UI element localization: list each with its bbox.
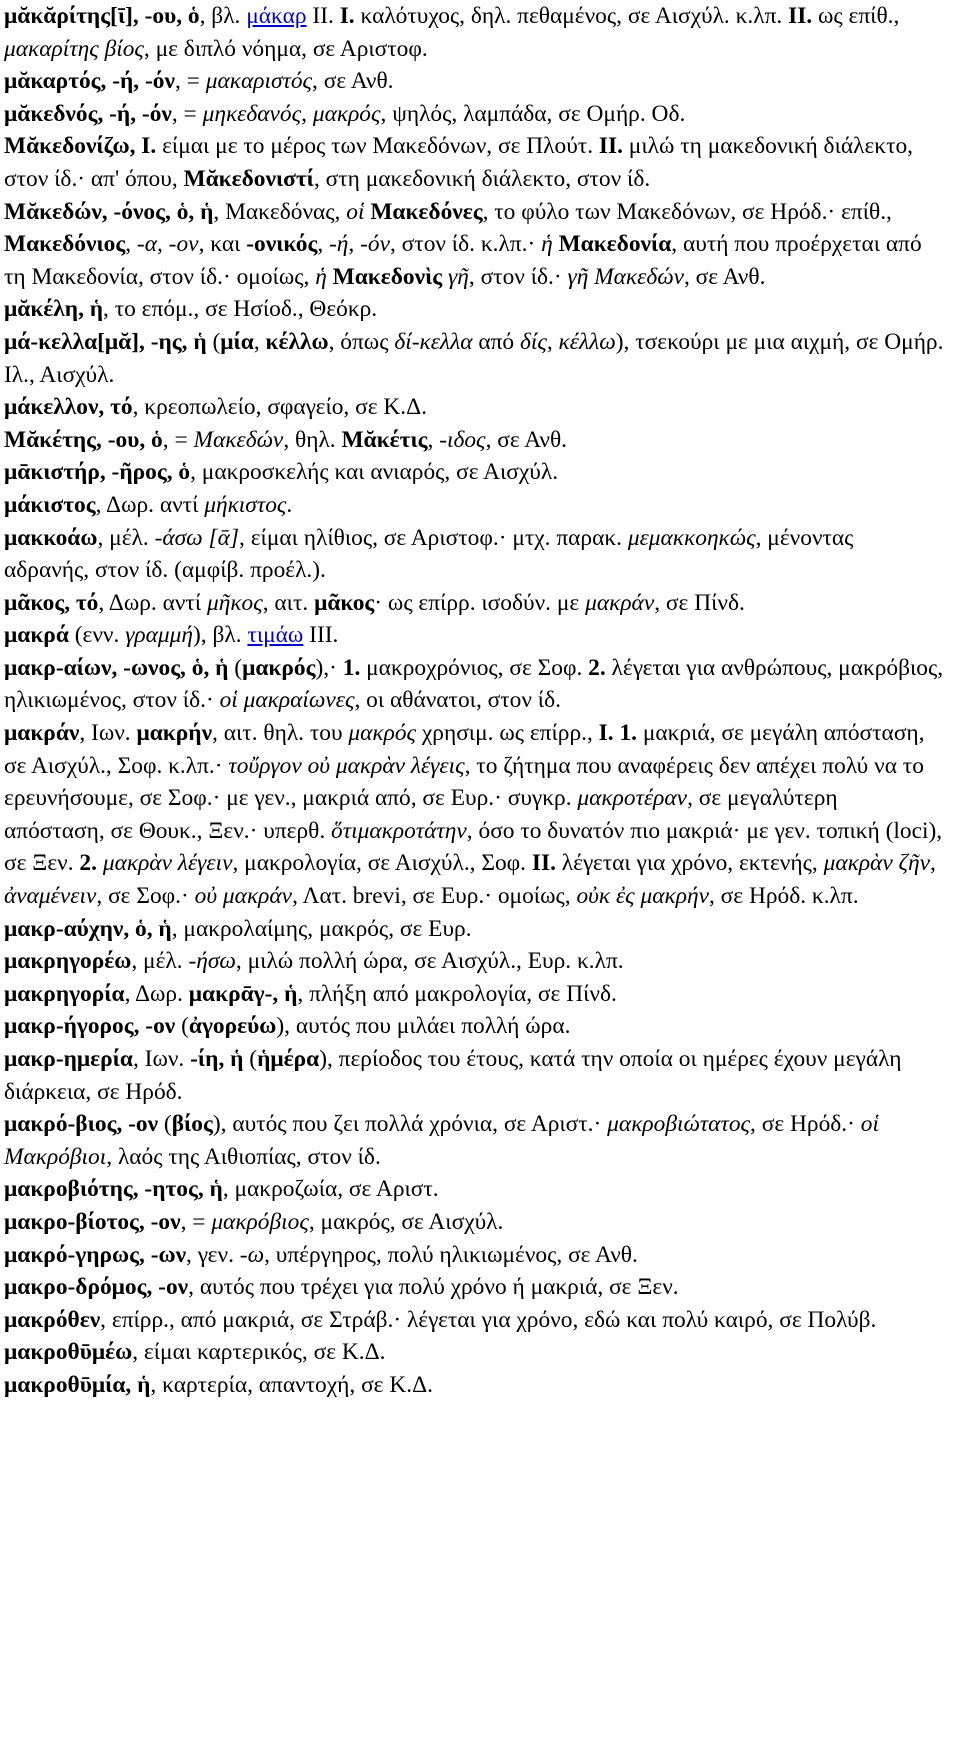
entry-headword: μᾰκέλη, ἡ — [4, 296, 104, 323]
entry-text: λέγεται για χρόνο, εκτενής, — [555, 850, 824, 877]
entry-text: , θηλ. — [283, 426, 342, 453]
entry-text: , σε Ηρόδ.· — [750, 1111, 861, 1138]
entry-text: ), βλ. — [193, 622, 248, 649]
entry-headword: μακρ-αύχην, ὁ, ἡ — [4, 915, 172, 942]
dictionary-entry — [4, 391, 944, 424]
entry-headword: μακρηγορέω — [4, 948, 132, 975]
entry-text: , αυτός που τρέχει για πολύ χρόνο ή μακριά, σε Ξεν. — [188, 1274, 679, 1301]
entry-text: ),· — [315, 654, 343, 681]
entry-headword: μακροθῡμέω — [4, 1339, 133, 1366]
entry-italic-text: γῆ — [448, 263, 469, 290]
dictionary-entry — [4, 945, 944, 978]
entry-italic-text: ἡ — [315, 263, 327, 290]
entry-italic-text: μακρὰν λέγειν — [102, 850, 233, 877]
entry-text: ), περίοδος του έτους, κατά την οποία οι ημέρες έχουν μεγάλη διάρκεια, σε Ηρόδ. — [4, 1046, 902, 1105]
entry-text: , μακρολαίμης, μακρός, σε Ευρ. — [171, 915, 472, 942]
dictionary-entry — [4, 65, 944, 98]
entry-headword: μακρᾱγ-, ἡ — [188, 980, 298, 1007]
entry-text: , κρεοπωλείο, σφαγείο, σε Κ.Δ. — [132, 394, 428, 421]
entry-text: , Ιων. — [132, 1046, 191, 1072]
entry-text: , όπως — [328, 328, 395, 355]
entry-text: , αιτ. θηλ. του — [212, 720, 349, 747]
entry-text: , αιτ. — [262, 589, 315, 616]
entry-text: , στον ίδ. κ.λπ.· — [389, 231, 542, 258]
entry-text: ( — [206, 328, 221, 355]
dictionary-entry — [4, 326, 944, 391]
entry-text: (ενν. — [68, 622, 126, 649]
dictionary-entry — [4, 424, 944, 457]
entry-text: χρησιμ. ως επίρρ., — [416, 720, 599, 747]
entry-text: , — [317, 231, 330, 258]
entry-text: από — [472, 328, 520, 355]
entry-italic-text: -ήσω — [188, 948, 236, 975]
entry-headword: μακρο-βίοτος, -ον — [4, 1208, 181, 1235]
entry-italic-text: γραμμή — [125, 622, 193, 649]
entry-text: μακριά, σε μεγάλη απόσταση, σε Αισχύλ., Σοφ. κ.λπ.· — [4, 720, 925, 779]
entry-text: , — [546, 328, 559, 355]
entry-text: , υπέργηρος, πολύ ηλικιωμένος, σε Ανθ. — [264, 1241, 638, 1268]
dictionary-entry — [4, 1206, 944, 1239]
entry-italic-text: μακρός — [348, 720, 417, 747]
entry-text: , σε Ανθ. — [683, 263, 766, 290]
entry-italic-text: δί-κελλα — [394, 328, 473, 355]
entry-headword: Μακεδονία — [558, 231, 672, 258]
entry-text: · ως επίρρ. ισοδύν. με — [374, 589, 586, 616]
entry-italic-text: δίς — [519, 328, 547, 355]
entry-headword: Μᾰκεδών, -όνος, ὁ, ἡ — [4, 198, 214, 225]
entry-headword: Μᾰκεδονιστί — [183, 165, 314, 192]
cross-reference-link[interactable]: τιμάω — [247, 622, 304, 649]
entry-headword: μακκοάω — [4, 524, 98, 551]
dictionary-entry — [4, 196, 944, 294]
entry-italic-text: μηκεδανός — [202, 100, 302, 127]
entry-italic-text: μακροτέραν — [577, 785, 688, 812]
entry-headword: Μακεδόνες — [370, 198, 483, 225]
entry-text: , καρτερία, απαντοχή, σε Κ.Δ. — [150, 1371, 433, 1398]
entry-italic-text: μακροβιώτατος — [607, 1111, 751, 1138]
entry-headword: μᾱκιστήρ, -ῆρος, ὁ — [4, 459, 191, 486]
dictionary-entry — [4, 1043, 944, 1108]
entry-headword: Μᾰκεδονίζω, I. — [4, 133, 157, 160]
entry-text: II. — [306, 3, 340, 29]
entry-headword: μᾶκος — [314, 589, 375, 616]
entry-italic-text: οὐ μακράν — [194, 883, 293, 910]
entry-text: , γεν. — [186, 1241, 240, 1268]
entry-headword: μάκιστος — [4, 491, 96, 518]
entry-text: , αυτή που προέρχεται από τη Μακεδονία, στον ίδ.· ομοίως, — [4, 231, 922, 290]
dictionary-entry — [4, 619, 944, 652]
entry-text: ως επίθ., — [812, 3, 900, 29]
entry-headword: ἡμέρα — [257, 1046, 320, 1072]
entry-headword: βίος — [171, 1111, 213, 1138]
dictionary-entry — [4, 1010, 944, 1043]
entry-text: , ψηλός, λαμπάδα, σε Ομήρ. Οδ. — [380, 100, 686, 127]
entry-italic-text: -άσω [ᾱ] — [154, 524, 240, 551]
entry-headword: μακρηγορία — [4, 980, 125, 1007]
entry-italic-text: μακαριστός — [205, 68, 313, 95]
dictionary-entry — [4, 1304, 944, 1337]
entry-text: , — [930, 850, 936, 877]
entry-italic-text: οὐκ ἐς μακρήν — [576, 883, 709, 910]
entry-italic-text: μακρόβιος — [211, 1208, 309, 1235]
entry-headword: ἀγορεύω — [188, 1013, 277, 1040]
entry-text: μιλώ τη μακεδονική διάλεκτο, στον ίδ.· απ' όπου, — [4, 133, 914, 192]
entry-text: , μακροζωία, σε Αριστ. — [222, 1176, 439, 1203]
entry-italic-text: μακράν — [585, 589, 655, 616]
entry-text: , μένοντας αδρανής, στον ίδ. (αμφίβ. προέλ.). — [4, 524, 854, 584]
entry-text: , — [253, 328, 266, 355]
entry-headword: μακρά — [4, 622, 69, 649]
entry-headword: Μακεδονὶς — [332, 263, 443, 290]
entry-italic-text: γῆ Μακεδών — [567, 263, 684, 290]
entry-text: III. — [303, 622, 339, 649]
entry-headword: μακρό-γηρως, -ων — [4, 1241, 187, 1268]
entry-text: ), τσεκούρι με μια αιχμή, σε Ομήρ. Ιλ., Αισχύλ. — [4, 328, 944, 388]
entry-italic-text: μήκιστος — [204, 491, 287, 518]
entry-text: , μακρός, σε Αισχύλ. — [308, 1208, 504, 1235]
entry-headword: μακράν — [4, 720, 80, 747]
entry-text: είμαι με το μέρος των Μακεδόνων, σε Πλούτ. — [156, 133, 599, 160]
dictionary-entry — [4, 0, 944, 65]
entry-text: , = — [180, 1208, 212, 1235]
dictionary-entry — [4, 978, 944, 1011]
dictionary-entry — [4, 456, 944, 489]
entry-italic-text: μακρός — [312, 100, 381, 127]
cross-reference-link[interactable]: μάκαρ — [246, 3, 307, 29]
entry-headword: II. — [531, 850, 556, 877]
entry-text: λέγεται για ανθρώπους, μακρόβιος, ηλικιωμένος, στον ίδ.· — [4, 654, 944, 714]
entry-headword: μακρ-ήγορος, -ον — [4, 1013, 176, 1040]
entry-text: ), αυτός που μιλάει πολλή ώρα. — [276, 1013, 571, 1040]
dictionary-entry — [4, 1108, 944, 1173]
entry-italic-text: -α, -ον — [136, 231, 199, 258]
entry-italic-text: οἱ Μακρόβιοι — [4, 1111, 879, 1170]
dictionary-entry — [4, 293, 944, 326]
entry-italic-text: -ή, -όν — [329, 231, 390, 258]
entry-italic-text: μῆκος — [206, 589, 263, 616]
entry-text: , στον ίδ.· — [468, 263, 568, 290]
entry-italic-text: μακρὰν ζῆν — [823, 850, 931, 877]
entry-headword: -ονικός — [246, 231, 318, 258]
dictionary-entry — [4, 1239, 944, 1272]
entry-text: , σε Ανθ. — [312, 68, 394, 95]
entry-headword: Μᾰκέτις — [341, 426, 428, 453]
entry-text: , Μακεδόνας, — [213, 198, 347, 225]
entry-text: , σε Ανθ. — [485, 426, 568, 453]
entry-text: , — [301, 100, 313, 127]
entry-text: , — [125, 231, 137, 258]
entry-headword: μᾰκεδνός, -ή, -όν — [4, 100, 172, 127]
dictionary-entry — [4, 1336, 944, 1369]
entry-headword: -ίη, ἡ — [190, 1046, 244, 1072]
entry-italic-text: Μακεδών — [193, 426, 284, 453]
entry-text: ( — [158, 1111, 172, 1138]
entry-text: , μέλ. — [131, 948, 189, 975]
entry-text: , σε Σοφ.· — [96, 883, 195, 910]
entry-text: , σε Πίνδ. — [654, 589, 745, 616]
entry-headword: μακρ-ημερία — [4, 1046, 133, 1072]
entry-text: , σε Ηρόδ. κ.λπ. — [708, 883, 859, 910]
entry-text: , πλήξη από μακρολογία, σε Πίνδ. — [297, 980, 617, 1007]
entry-headword: μακρο-δρόμος, -ον — [4, 1274, 189, 1301]
entry-headword: 2. — [588, 654, 606, 681]
entry-text: , λαός της Αιθιοπίας, στον ίδ. — [106, 1143, 381, 1170]
dictionary-entry — [4, 717, 944, 913]
entry-headword: μάκελλον, τό — [4, 394, 133, 421]
entry-text: , μακρολογία, σε Αισχύλ., Σοφ. — [232, 850, 532, 877]
entry-headword: II. — [598, 133, 623, 160]
entry-text: , Ιων. — [79, 720, 137, 747]
entry-text: , Λατ. brevi, σε Ευρ.· ομοίως, — [292, 883, 577, 910]
entry-italic-text: ἡ — [541, 231, 553, 258]
entry-text: ( — [228, 654, 243, 681]
entry-headword: μακρ-αίων, -ωνος, ὁ, ἡ — [4, 654, 229, 681]
entry-headword: μά-κελλα[μᾰ], -ης, ἡ — [4, 328, 207, 355]
entry-headword: Μᾰκέτης, -ου, ὁ — [4, 426, 163, 453]
entry-headword: μᾶκος, τό — [4, 589, 99, 616]
entry-text: . — [286, 491, 293, 518]
entry-headword: κέλλω — [265, 328, 329, 355]
entry-text: , σε μεγαλύτερη απόσταση, σε Θουκ., Ξεν.· υπερθ. — [4, 785, 838, 844]
entry-headword: μακρήν — [136, 720, 213, 747]
dictionary-entry — [4, 587, 944, 620]
entry-headword: I. 1. — [598, 720, 637, 747]
entry-text: , Δωρ. αντί — [95, 491, 205, 518]
dictionary-entry — [4, 522, 944, 587]
dictionary-entry — [4, 98, 944, 131]
entry-headword: Μακεδόνιος — [4, 231, 126, 258]
entry-headword: 1. — [342, 654, 361, 681]
dictionary-entry — [4, 913, 944, 946]
entry-headword: μακροθῡμία, ἡ — [4, 1371, 151, 1398]
entry-text: ( — [175, 1013, 189, 1040]
dictionary-entry — [4, 652, 944, 717]
entry-italic-text: τοὔργον οὐ μακρὰν λέγεις — [228, 752, 465, 779]
entry-italic-text: -ιδος — [439, 426, 486, 453]
dictionary-entry — [4, 489, 944, 522]
entry-headword: I. — [339, 3, 355, 29]
entry-headword: μακροβιότης, -ητος, ἡ — [4, 1176, 223, 1203]
entry-text: , οι αθάνατοι, στον ίδ. — [354, 687, 561, 714]
entry-italic-text: -ω — [239, 1241, 265, 1268]
dictionary-entry — [4, 130, 944, 195]
entry-headword: μία — [220, 328, 254, 355]
entry-text: , είμαι ηλίθιος, σε Αριστοφ.· μτχ. παρακ. — [239, 524, 628, 551]
entry-italic-text: μεμακκοηκώς — [627, 524, 756, 551]
entry-text: , επίρρ., από μακριά, σε Στράβ.· λέγεται για χρόνο, εδώ και πολύ καιρό, σε Πολύβ. — [100, 1306, 877, 1333]
entry-text: , μακροσκελής και ανιαρός, σε Αισχύλ. — [190, 459, 559, 486]
entry-text: , μέλ. — [97, 524, 155, 551]
entry-italic-text: κέλλω — [558, 328, 616, 355]
entry-text: , Δωρ. — [124, 980, 189, 1007]
dictionary-entry — [4, 1271, 944, 1304]
entry-text: , = — [171, 100, 203, 127]
entry-text: , και — [198, 231, 247, 258]
entry-text: , μιλώ πολλή ώρα, σε Αισχύλ., Ευρ. κ.λπ. — [235, 948, 624, 975]
entry-text: καλότυχος, δηλ. πεθαμένος, σε Αισχύλ. κ.λπ. — [354, 3, 789, 29]
entry-text: μακροχρόνιος, σε Σοφ. — [360, 654, 589, 681]
entry-text: , είμαι καρτερικός, σε Κ.Δ. — [132, 1339, 386, 1366]
entry-italic-text: ἀναμένειν — [4, 883, 97, 910]
entry-headword: μακρό-βιος, -ον — [4, 1111, 159, 1138]
entry-headword: μακρόθεν — [4, 1306, 101, 1333]
dictionary-entry — [4, 1173, 944, 1206]
entry-text: , στη μακεδονική διάλεκτο, στον ίδ. — [313, 165, 651, 192]
entry-headword: μᾰκᾰρίτης[ῑ], -ου, ὁ — [4, 3, 200, 29]
entry-headword: μακρός — [242, 654, 316, 681]
entry-text: ), αυτός που ζει πολλά χρόνια, σε Αριστ.· — [212, 1111, 608, 1138]
entry-text: , το ζήτημα που αναφέρεις δεν απέχει πολύ να το ερευνήσουμε, σε Σοφ.· με γεν., μακριά από, σε Ευρ.· συγκρ. — [4, 752, 924, 812]
entry-text: , = — [162, 426, 194, 453]
entry-italic-text: μακαρίτης βίος — [4, 35, 144, 62]
entry-text: , = — [174, 68, 206, 95]
entry-text: , Δωρ. αντί — [98, 589, 207, 616]
entry-headword: 2. — [79, 850, 97, 877]
entry-headword: II. — [788, 3, 813, 29]
entry-text: , το φύλο των Μακεδόνων, σε Ηρόδ.· επίθ., — [482, 198, 892, 225]
entry-headword: μᾰκαρτός, -ή, -όν — [4, 68, 175, 95]
entry-italic-text: ὅτιμακροτάτην — [331, 817, 467, 844]
entry-text: , όσο το δυνατόν πιο μακριά· με γεν. τοπική (loci), σε Ξεν. — [4, 817, 943, 877]
entry-text: , — [427, 426, 440, 453]
dictionary-entry — [4, 1369, 944, 1402]
entry-text: , βλ. — [199, 3, 247, 29]
entry-text: , το επόμ., σε Ησίοδ., Θεόκρ. — [103, 296, 378, 323]
entry-text: ( — [243, 1046, 258, 1072]
entry-text: , με διπλό νόημα, σε Αριστοφ. — [143, 35, 428, 62]
entry-italic-text: οἱ μακραίωνες — [219, 687, 355, 714]
entry-italic-text: οἱ — [346, 198, 365, 225]
